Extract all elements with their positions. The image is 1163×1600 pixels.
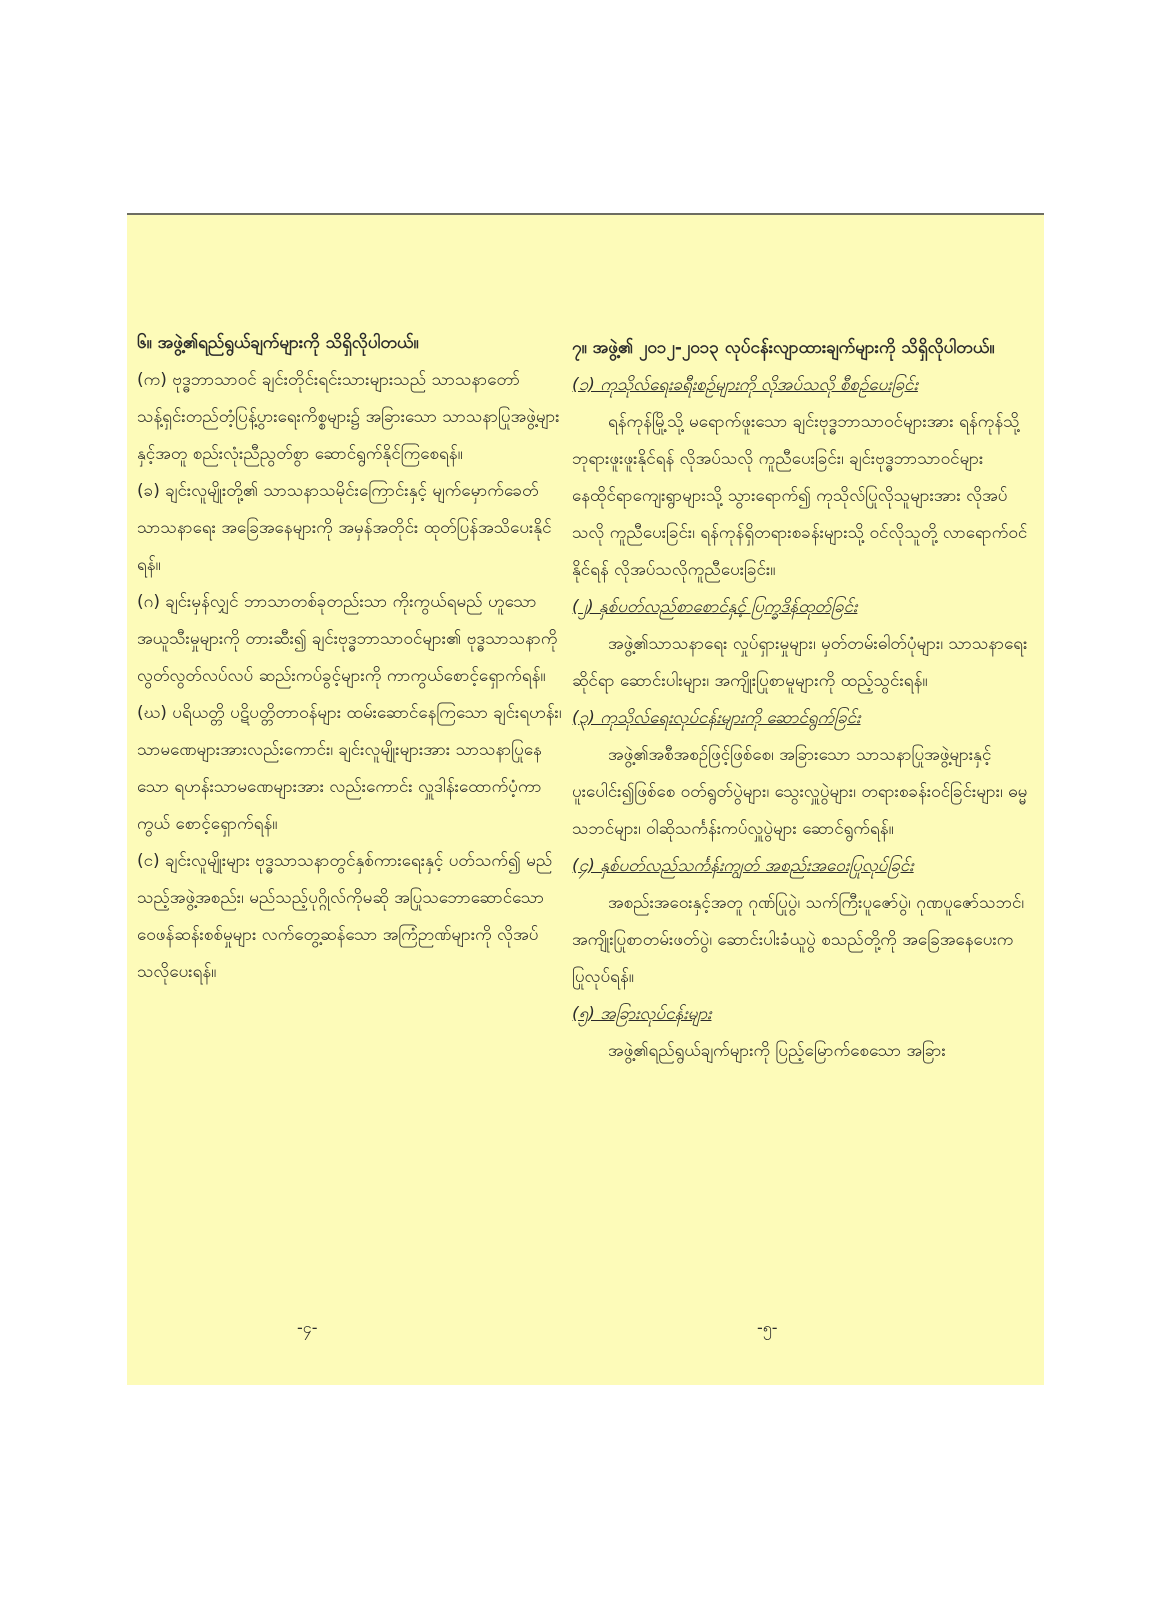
- page-number-left: -၄-: [297, 1318, 318, 1337]
- objective-nga: (င) ချင်းလူမျိုးများ ဗုဒ္ဓသာသနာတွင်နှစ်ကားရေးနှင့် ပတ်သက်၍ မည်သည့်အဖွဲ့အစည်း၊ မည်သည့်ပုဂ္ဂိုလ်ကိုမဆို အပြုသဘောဆောင်သော ဝေဖန်ဆန်းစစ်မှုများ လက်တွေ့ဆန်သော အကြံဉာဏ်များကို လိုအပ်သလိုပေးရန်။: [137, 851, 553, 982]
- plan-4-title: (၄) နှစ်ပတ်လည်သင်္ကန်းကျွတ် အစည်းအဝေးပြုလုပ်ခြင်း: [572, 856, 914, 876]
- objective-gha: (ဃ) ပရိယတ္တိ ပဋိပတ္တိတာဝန်များ ထမ်းဆောင်နေကြသော ချင်းရဟန်း၊ သာမဏေများအားလည်းကောင်း၊ ချင်းလူမျိုးများအား သာသနာပြုနေသော ရဟန်းသာမဏေများအား လည်းကောင်း လှူဒါန်းထောက်ပံ့ကာကွယ် စောင့်ရှောက်ရန်။: [137, 703, 562, 834]
- objective-kha: (ခ) ချင်းလူမျိုးတို့၏ သာသနာသမိုင်းကြောင်းနှင့် မျက်မှောက်ခေတ်သာသနာရေး အခြေအနေများကို အမှန်အတိုင်း ထုတ်ပြန်အသိပေးနိုင်ရန်။: [137, 481, 552, 575]
- plan-1-title: (၁) ကုသိုလ်ရေးခရီးစဉ်များကို လိုအပ်သလို စီစဉ်ပေးခြင်း: [572, 375, 918, 395]
- section-6-heading: ၆။ အဖွဲ့၏ရည်ရွယ်ချက်များကို သိရှိလိုပါတယ်။: [137, 333, 419, 353]
- section-7-heading: ၇။ အဖွဲ့၏ ၂၀၁၂-၂၀၁၃ လုပ်ငန်းလျာထားချက်များကို သိရှိလိုပါတယ်။: [572, 338, 995, 358]
- plan-5-title: (၅) အခြားလုပ်ငန်းများ: [572, 1004, 712, 1024]
- objective-ka: (က) ဗုဒ္ဓဘာသာဝင် ချင်းတိုင်းရင်းသားများသည် သာသနာတော် သန့်ရှင်းတည်တံ့ပြန့်ပွားရေးကိစ္စများ၌ အခြားသော သာသနာပြုအဖွဲ့များနှင့်အတူ စည်းလုံးညီညွတ်စွာ ဆောင်ရွက်နိုင်ကြစေရန်။: [137, 370, 560, 464]
- plan-3-title: (၃) ကုသိုလ်ရေးလုပ်ငန်းများကို ဆောင်ရွက်ခြင်း: [572, 708, 861, 728]
- page-number-right: -၅-: [757, 1318, 778, 1337]
- plan-3-body: အဖွဲ့၏အစီအစဉ်ဖြင့်ဖြစ်စေ၊ အခြားသော သာသနာပြုအဖွဲ့များနှင့်ပူးပေါင်း၍ဖြစ်စေ ဝတ်ရွတ်ပွဲများ၊ သွေးလှူပွဲများ၊ တရားစခန်းဝင်ခြင်းများ၊ ဓမ္မသဘင်များ၊ ဝါဆိုသင်္ကန်းကပ်လှူပွဲများ ဆောင်ရွက်ရန်။: [572, 745, 1028, 839]
- right-column: [572, 330, 1032, 1070]
- objective-ga: (ဂ) ချင်းမှန်လျှင် ဘာသာတစ်ခုတည်းသာ ကိုးကွယ်ရမည် ဟူသော အယူသီးမှုများကို တားဆီး၍ ချင်းဗုဒ္ဓဘာသာဝင်များ၏ ဗုဒ္ဓသာသနာကို လွတ်လွတ်လပ်လပ် ဆည်းကပ်ခွင့်များကို ကာကွယ်စောင့်ရှောက်ရန်။: [137, 592, 558, 686]
- plan-2-body: အဖွဲ့၏သာသနာရေး လှုပ်ရှားမှုများ၊ မှတ်တမ်းဓါတ်ပုံများ၊ သာသနာရေးဆိုင်ရာ ဆောင်းပါးများ၊ အကျိုးပြုစာမူများကို ထည့်သွင်းရန်။: [572, 634, 1028, 691]
- plan-5-body: အဖွဲ့၏ရည်ရွယ်ချက်များကို ပြည့်မြောက်စေသော အခြား: [608, 1041, 946, 1061]
- document-page: [127, 215, 1044, 1385]
- left-column: [137, 325, 562, 991]
- plan-2-title: (၂) နှစ်ပတ်လည်စာစောင်နှင့် ပြက္ခဒိန်ထုတ်ခြင်း: [572, 597, 858, 617]
- plan-4-body: အစည်းအဝေးနှင့်အတူ ဂုဏ်ပြုပွဲ၊ သက်ကြီးပူဇော်ပွဲ၊ ဂုဏပူဇော်သဘင်၊ အကျိုးပြုစာတမ်းဖတ်ပွဲ၊ ဆောင်းပါးခံယူပွဲ စသည်တို့ကို အခြေအနေပေးက ပြုလုပ်ရန်။: [572, 893, 1025, 987]
- plan-1-body: ရန်ကုန်မြို့သို့ မရောက်ဖူးသော ချင်းဗုဒ္ဓဘာသာဝင်များအား ရန်ကုန်သို့ ဘုရားဖူးဖူးနိုင်ရန် လိုအပ်သလို ကူညီပေးခြင်း၊ ချင်းဗုဒ္ဓဘာသာဝင်များ နေထိုင်ရာကျေးရွာများသို့ သွားရောက်၍ ကုသိုလ်ပြုလိုသူများအား လိုအပ်သလို ကူညီပေးခြင်း၊ ရန်ကုန်ရှိတရားစခန်းများသို့ ဝင်လိုသူတို့ လာရောက်ဝင်နိုင်ရန် လိုအပ်သလိုကူညီပေးခြင်း။: [572, 412, 1028, 580]
